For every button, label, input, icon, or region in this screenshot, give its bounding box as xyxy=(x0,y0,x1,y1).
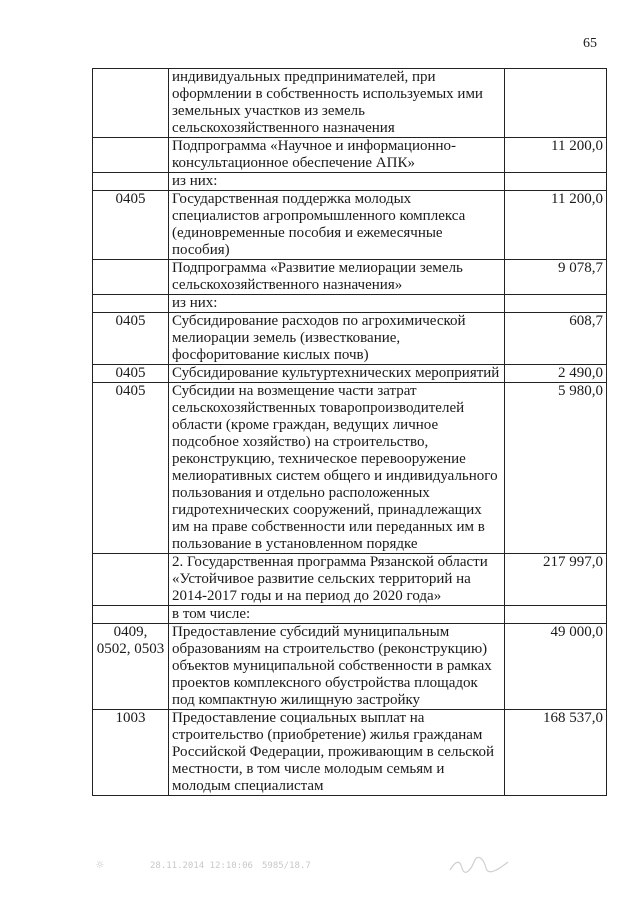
row-code xyxy=(93,69,169,138)
row-description: 2. Государственная программа Рязанской области «Устойчивое развитие сельских территорий на 2014-2017 годы и на период до 2020 года» xyxy=(169,554,505,606)
row-code xyxy=(93,138,169,173)
table-row xyxy=(93,295,607,313)
row-description: Предоставление субсидий муниципальным образованиям на строительство (реконструкцию) объектов муниципальной собственности в рамках проектов комплексного обустройства площадок под компактную жилищную застройку xyxy=(169,624,505,710)
row-description: Субсидирование расходов по агрохимической мелиорации земель (известкование, фосфоритование кислых почв) xyxy=(169,313,505,365)
row-amount: 11 200,0 xyxy=(505,138,607,173)
row-description: Подпрограмма «Развитие мелиорации земель сельскохозяйственного назначения» xyxy=(169,260,505,295)
table-row xyxy=(93,260,607,295)
table-row xyxy=(93,710,607,796)
table-row xyxy=(93,173,607,191)
row-code: 1003 xyxy=(93,710,169,796)
row-description: Субсидирование культуртехнических мероприятий xyxy=(169,365,505,383)
footer-timestamp: 28.11.2014 12:10:06 xyxy=(150,861,253,871)
row-amount: 5 980,0 xyxy=(505,383,607,554)
row-code xyxy=(93,554,169,606)
table-row xyxy=(93,606,607,624)
table-row xyxy=(93,624,607,710)
row-amount xyxy=(505,69,607,138)
budget-table xyxy=(92,68,607,796)
signature-scribble xyxy=(448,856,510,874)
footer-reference: 5985/18.7 xyxy=(262,861,311,871)
row-description: Предоставление социальных выплат на строительство (приобретение) жилья гражданам Российской Федерации, проживающим в сельской местности, в том числе молодым семьям и молодым специалистам xyxy=(169,710,505,796)
row-code xyxy=(93,606,169,624)
stamp-icon: ☼ xyxy=(96,858,104,873)
subheading: из них: xyxy=(169,295,505,313)
table-row xyxy=(93,313,607,365)
row-code: 0405 xyxy=(93,313,169,365)
row-description: Субсидии на возмещение части затрат сельскохозяйственных товаропроизводителей области (кроме граждан, ведущих личное подсобное хозяйство) на строительство, реконструкцию, техническое перевооружение мелиоративных систем общего и индивидуального пользования и отдельно расположенных гидротехнических сооружений, принадлежащих им на праве собственности или переданных им в пользование в установленном порядке xyxy=(169,383,505,554)
row-amount: 11 200,0 xyxy=(505,191,607,260)
table-row xyxy=(93,191,607,260)
row-code xyxy=(93,173,169,191)
row-amount: 9 078,7 xyxy=(505,260,607,295)
table-row xyxy=(93,365,607,383)
row-amount xyxy=(505,606,607,624)
row-code: 0405 xyxy=(93,191,169,260)
row-amount xyxy=(505,173,607,191)
table-row xyxy=(93,554,607,606)
row-description: Подпрограмма «Научное и информационно-консультационное обеспечение АПК» xyxy=(169,138,505,173)
row-description: индивидуальных предпринимателей, при оформлении в собственность используемых ими земельных участков из земель сельскохозяйственного назначения xyxy=(169,69,505,138)
table-row xyxy=(93,69,607,138)
row-amount xyxy=(505,295,607,313)
page-number: 65 xyxy=(583,36,597,51)
footer-watermark xyxy=(0,858,640,878)
subheading: из них: xyxy=(169,173,505,191)
row-amount: 2 490,0 xyxy=(505,365,607,383)
table-row xyxy=(93,138,607,173)
row-amount: 608,7 xyxy=(505,313,607,365)
row-amount: 217 997,0 xyxy=(505,554,607,606)
table-row xyxy=(93,383,607,554)
row-amount: 49 000,0 xyxy=(505,624,607,710)
row-code xyxy=(93,295,169,313)
row-amount: 168 537,0 xyxy=(505,710,607,796)
row-code: 0405 xyxy=(93,365,169,383)
row-code: 0405 xyxy=(93,383,169,554)
row-description: Государственная поддержка молодых специалистов агропромышленного комплекса (единовременные пособия и ежемесячные пособия) xyxy=(169,191,505,260)
row-code xyxy=(93,260,169,295)
subheading: в том числе: xyxy=(169,606,505,624)
row-code: 0409, 0502, 0503 xyxy=(93,624,169,710)
